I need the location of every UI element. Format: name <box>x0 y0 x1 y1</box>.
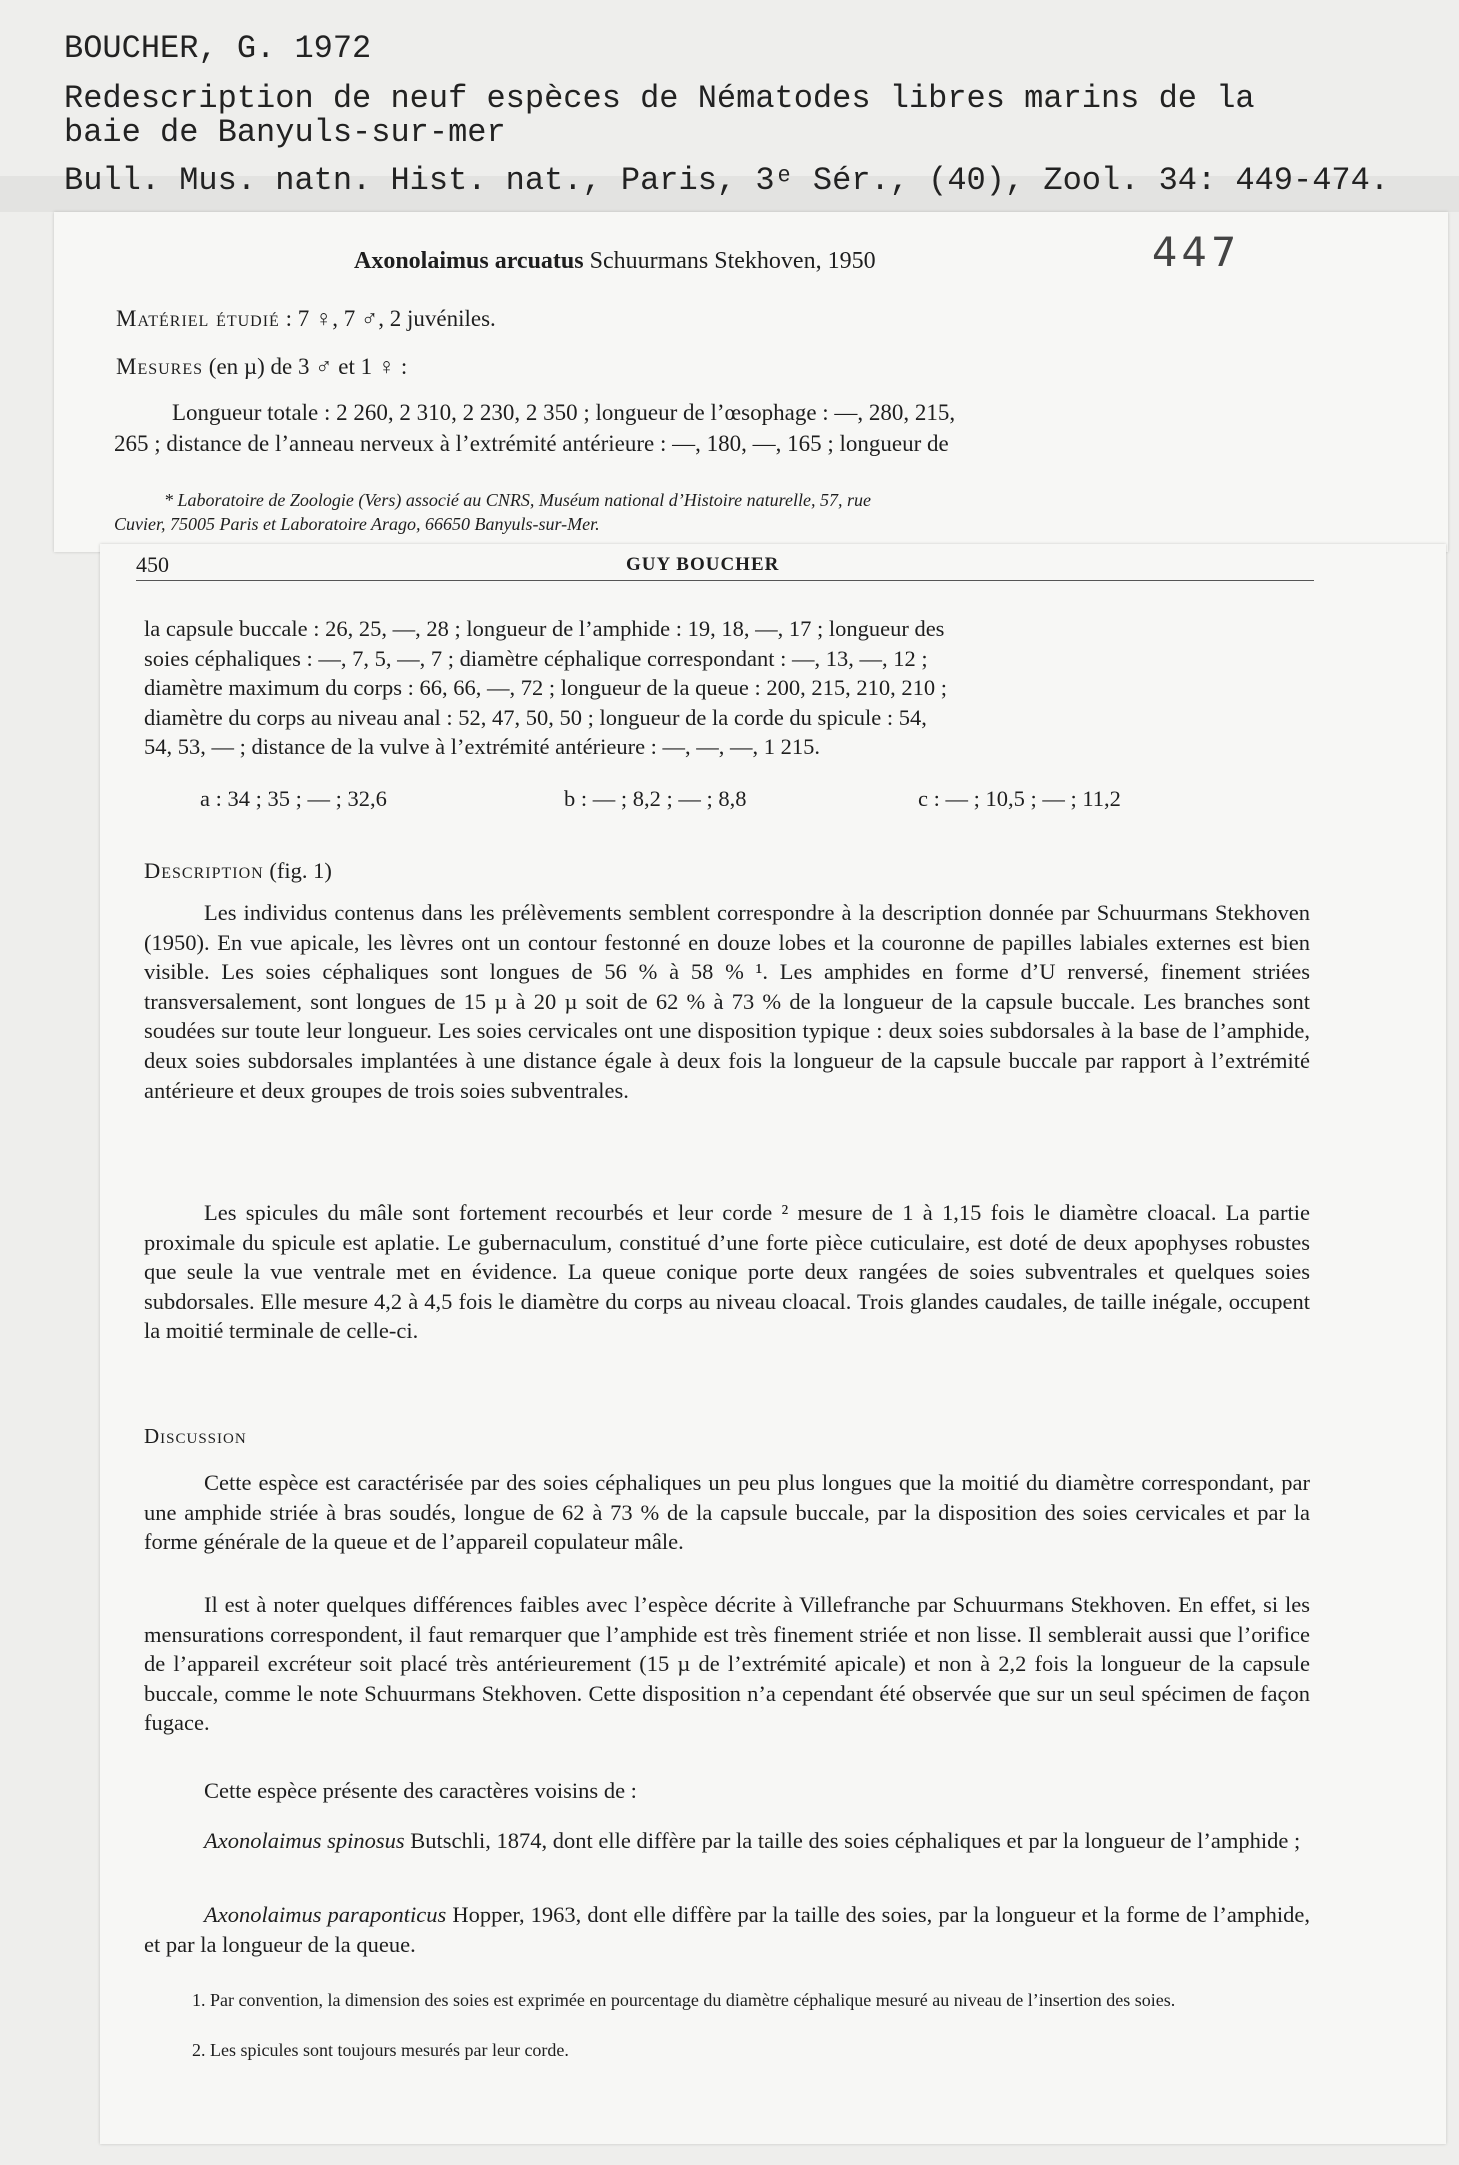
affiliation-line-1: * Laboratoire de Zoologie (Vers) associé au CNRS, Muséum national d’Histoire naturelle, 57, rue <box>164 490 871 510</box>
handwritten-page-mark: 447 <box>1152 230 1241 276</box>
citation-author-year: BOUCHER, G. 1972 <box>64 30 372 67</box>
measures-line-2: soies céphaliques : —, 7, 5, —, 7 ; diamètre céphalique correspondant : —, 13, —, 12 ; <box>144 645 928 671</box>
comparison-paraponticus <box>144 1900 1310 1959</box>
species-name: Axonolaimus arcuatus <box>354 248 584 274</box>
species-author: Schuurmans Stekhoven, 1950 <box>589 248 876 274</box>
materiel-label: Matériel étudié <box>116 306 280 331</box>
ratio-a: a : 34 ; 35 ; — ; 32,6 <box>200 786 387 811</box>
discussion-paragraph-2: Il est à noter quelques différences faibles avec l’espèce décrite à Villefranche par Schuurmans Stekhoven. En effet, si les mensurations correspondent, il faut remarquer que l’amphide est très finement striée et non lisse. Il semblerait aussi que l’orifice de l’appareil excréteur soit placé très antérieurement (15 µ de l’extrémité apicale) et non à 2,2 fois la longueur de la capsule buccale, comme le note Schuurmans Stekhoven. Cette disposition n’a cependant été observée que sur un seul spécimen de façon fugace. <box>144 1592 1310 1736</box>
paraponticus-text: Hopper, 1963, dont elle diffère par la taille des soies, par la longueur et la forme de l’amphide, et par la longueur de la queue. <box>144 1902 1311 1957</box>
description-fig-ref: (fig. 1) <box>263 858 332 883</box>
citation-title-line-1: Redescription de neuf espèces de Nématodes libres marins de la <box>64 80 1255 117</box>
measures-line-1: la capsule buccale : 26, 25, —, 28 ; longueur de l’amphide : 19, 18, —, 17 ; longueur des <box>144 616 945 641</box>
citation-title-line-2: baie de Banyuls-sur-mer <box>64 114 506 151</box>
footnote-2: 2. Les spicules sont toujours mesurés par leur corde. <box>192 2040 569 2060</box>
top-sheet-clipping <box>54 212 1448 552</box>
footnote-1: 1. Par convention, la dimension des soies est exprimée en pourcentage du diamètre céphalique mesuré au niveau de l’insertion des soies. <box>192 1990 1176 2010</box>
description-paragraph-2: Les spicules du mâle sont fortement recourbés et leur corde ² mesure de 1 à 1,15 fois le diamètre cloacal. La partie proximale du spicule est aplatie. Le gubernaculum, constitué d’une forte pièce cuticulaire, est doté de deux apophyses robustes que seule la vue ventrale met en évidence. La queue conique porte deux rangées de soies subventrales et quelques soies subdorsales. Elle mesure 4,2 à 4,5 fois le diamètre du corps au niveau cloacal. Trois glandes caudales, de taille inégale, occupent la moitié terminale de celle-ci. <box>144 1200 1310 1344</box>
page-number: 450 <box>136 552 169 577</box>
measures-line-5: 54, 53, — ; distance de la vulve à l’extrémité antérieure : —, —, —, 1 215. <box>144 734 821 760</box>
running-head: GUY BOUCHER <box>626 554 780 575</box>
discussion-heading: Discussion <box>144 1424 247 1448</box>
description-label: Description <box>144 858 264 883</box>
spinosus-text: Butschli, 1874, dont elle diffère par la taille des soies céphaliques et par la longueur de l’amphide ; <box>404 1828 1301 1853</box>
comparison-spinosus <box>144 1826 1310 1856</box>
measure-line-1: Longueur totale : 2 260, 2 310, 2 230, 2 350 ; longueur de l’œsophage : —, 280, 215, <box>172 400 956 425</box>
description-heading <box>144 858 332 884</box>
measures-line-4: diamètre du corps au niveau anal : 52, 47, 50, 50 ; longueur de la corde du spicule : 54, <box>144 704 927 730</box>
measures-continued <box>144 614 1310 762</box>
discussion-paragraph-1: Cette espèce est caractérisée par des soies céphaliques un peu plus longues que la moitié du diamètre correspondant, par une amphide striée à bras soudés, longue de 62 à 73 % de la capsule buccale, par la disposition des soies cervicales et par la forme générale de la queue et de l’appareil copulateur mâle. <box>144 1470 1310 1555</box>
description-paragraph-1: Les individus contenus dans les prélèvements semblent correspondre à la description donnée par Schuurmans Stekhoven (1950). En vue apicale, les lèvres ont un contour festonné en douze lobes et la couronne de papilles labiales externes est bien visible. Les soies céphaliques sont longues de 56 % à 58 % ¹. Les amphides en forme d’U renversé, finement striées transversalement, sont longues de 15 µ à 20 µ soit de 62 % à 73 % de la longueur de la capsule buccale. Les branches sont soudées sur toute leur longueur. Les soies cervicales ont une disposition typique : deux soies subdorsales à la base de l’amphide, deux soies subdorsales implantées à une distance égale à deux fois la longueur de la capsule buccale par rapport à l’extrémité antérieure et deux groupes de trois soies subventrales. <box>144 900 1310 1103</box>
main-sheet-page-450 <box>100 544 1446 2144</box>
affiliation-line-2: Cuvier, 75005 Paris et Laboratoire Arago, 66650 Banyuls-sur-Mer. <box>114 514 600 534</box>
species-heading <box>354 248 876 275</box>
materiel-text: : 7 ♀, 7 ♂, 2 juvéniles. <box>279 306 496 331</box>
discussion-paragraph-3: Cette espèce présente des caractères voisins de : <box>204 1778 637 1803</box>
mesures-line <box>116 354 407 380</box>
citation-journal: Bull. Mus. natn. Hist. nat., Paris, 3ᵉ Sér., (40), Zool. 34: 449-474. <box>64 162 1390 199</box>
ratio-c: c : — ; 10,5 ; — ; 11,2 <box>918 786 1121 811</box>
mesures-label: Mesures <box>116 354 204 379</box>
materiel-line <box>116 306 496 332</box>
mesures-text: (en µ) de 3 ♂ et 1 ♀ : <box>203 354 408 379</box>
spinosus-name: Axonolaimus spinosus <box>204 1828 405 1853</box>
measures-line-3: diamètre maximum du corps : 66, 66, —, 72 ; longueur de la queue : 200, 215, 210, 210 ; <box>144 675 947 701</box>
paraponticus-name: Axonolaimus paraponticus <box>204 1902 447 1927</box>
measure-line-2: 265 ; distance de l’anneau nerveux à l’extrémité antérieure : —, 180, —, 165 ; longueur de <box>114 431 949 456</box>
header-rule <box>136 580 1314 581</box>
ratio-b: b : — ; 8,2 ; — ; 8,8 <box>564 786 747 811</box>
